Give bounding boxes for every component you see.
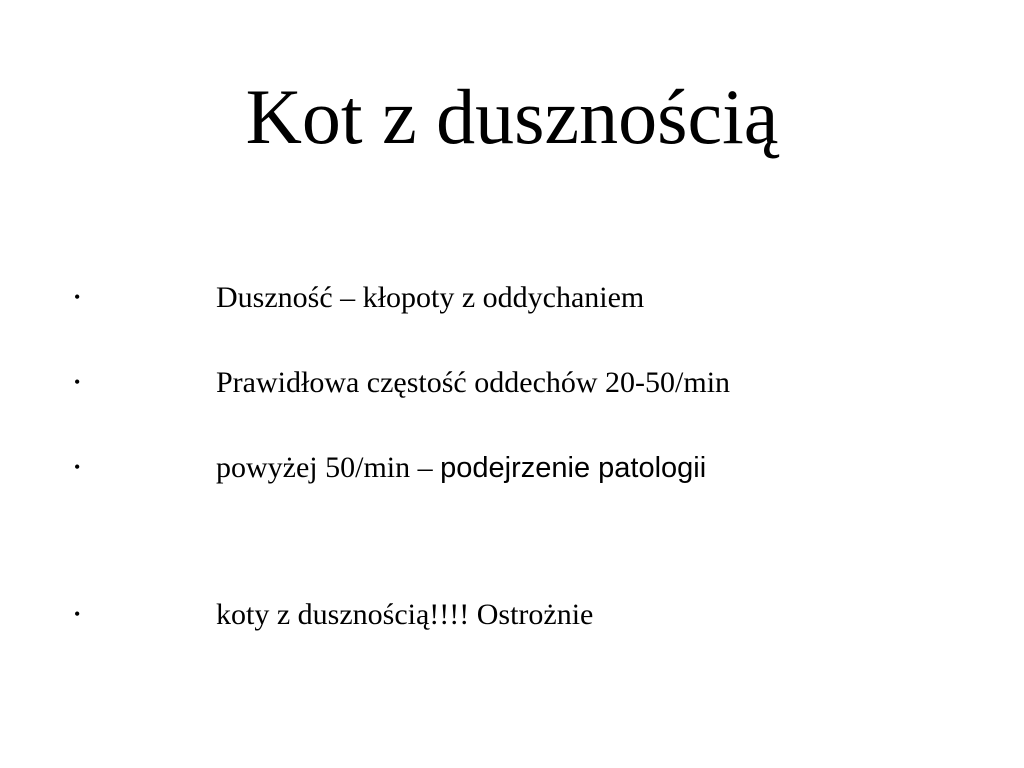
bullet-text — [216, 446, 706, 490]
bullet-marker: • — [74, 604, 81, 624]
bullet-marker: • — [74, 372, 81, 392]
bullet-marker: • — [74, 457, 81, 477]
bullet-text: Duszność – kłopoty z oddychaniem — [216, 281, 645, 314]
bullet-text-sans: podejrzenie patologii — [440, 452, 707, 484]
bullet-marker: • — [74, 287, 81, 307]
bullet-text: Prawidłowa częstość oddechów 20-50/min — [216, 366, 731, 399]
bullet-item — [0, 361, 1024, 405]
slide-title: Kot z dusznością — [245, 73, 779, 160]
bullet-item — [0, 276, 1024, 320]
bullet-text: koty z dusznością!!!! Ostrożnie — [216, 598, 594, 631]
bullet-item — [0, 593, 1024, 637]
bullet-text-serif: powyżej 50/min – — [216, 451, 441, 484]
bullet-item — [0, 446, 1024, 490]
